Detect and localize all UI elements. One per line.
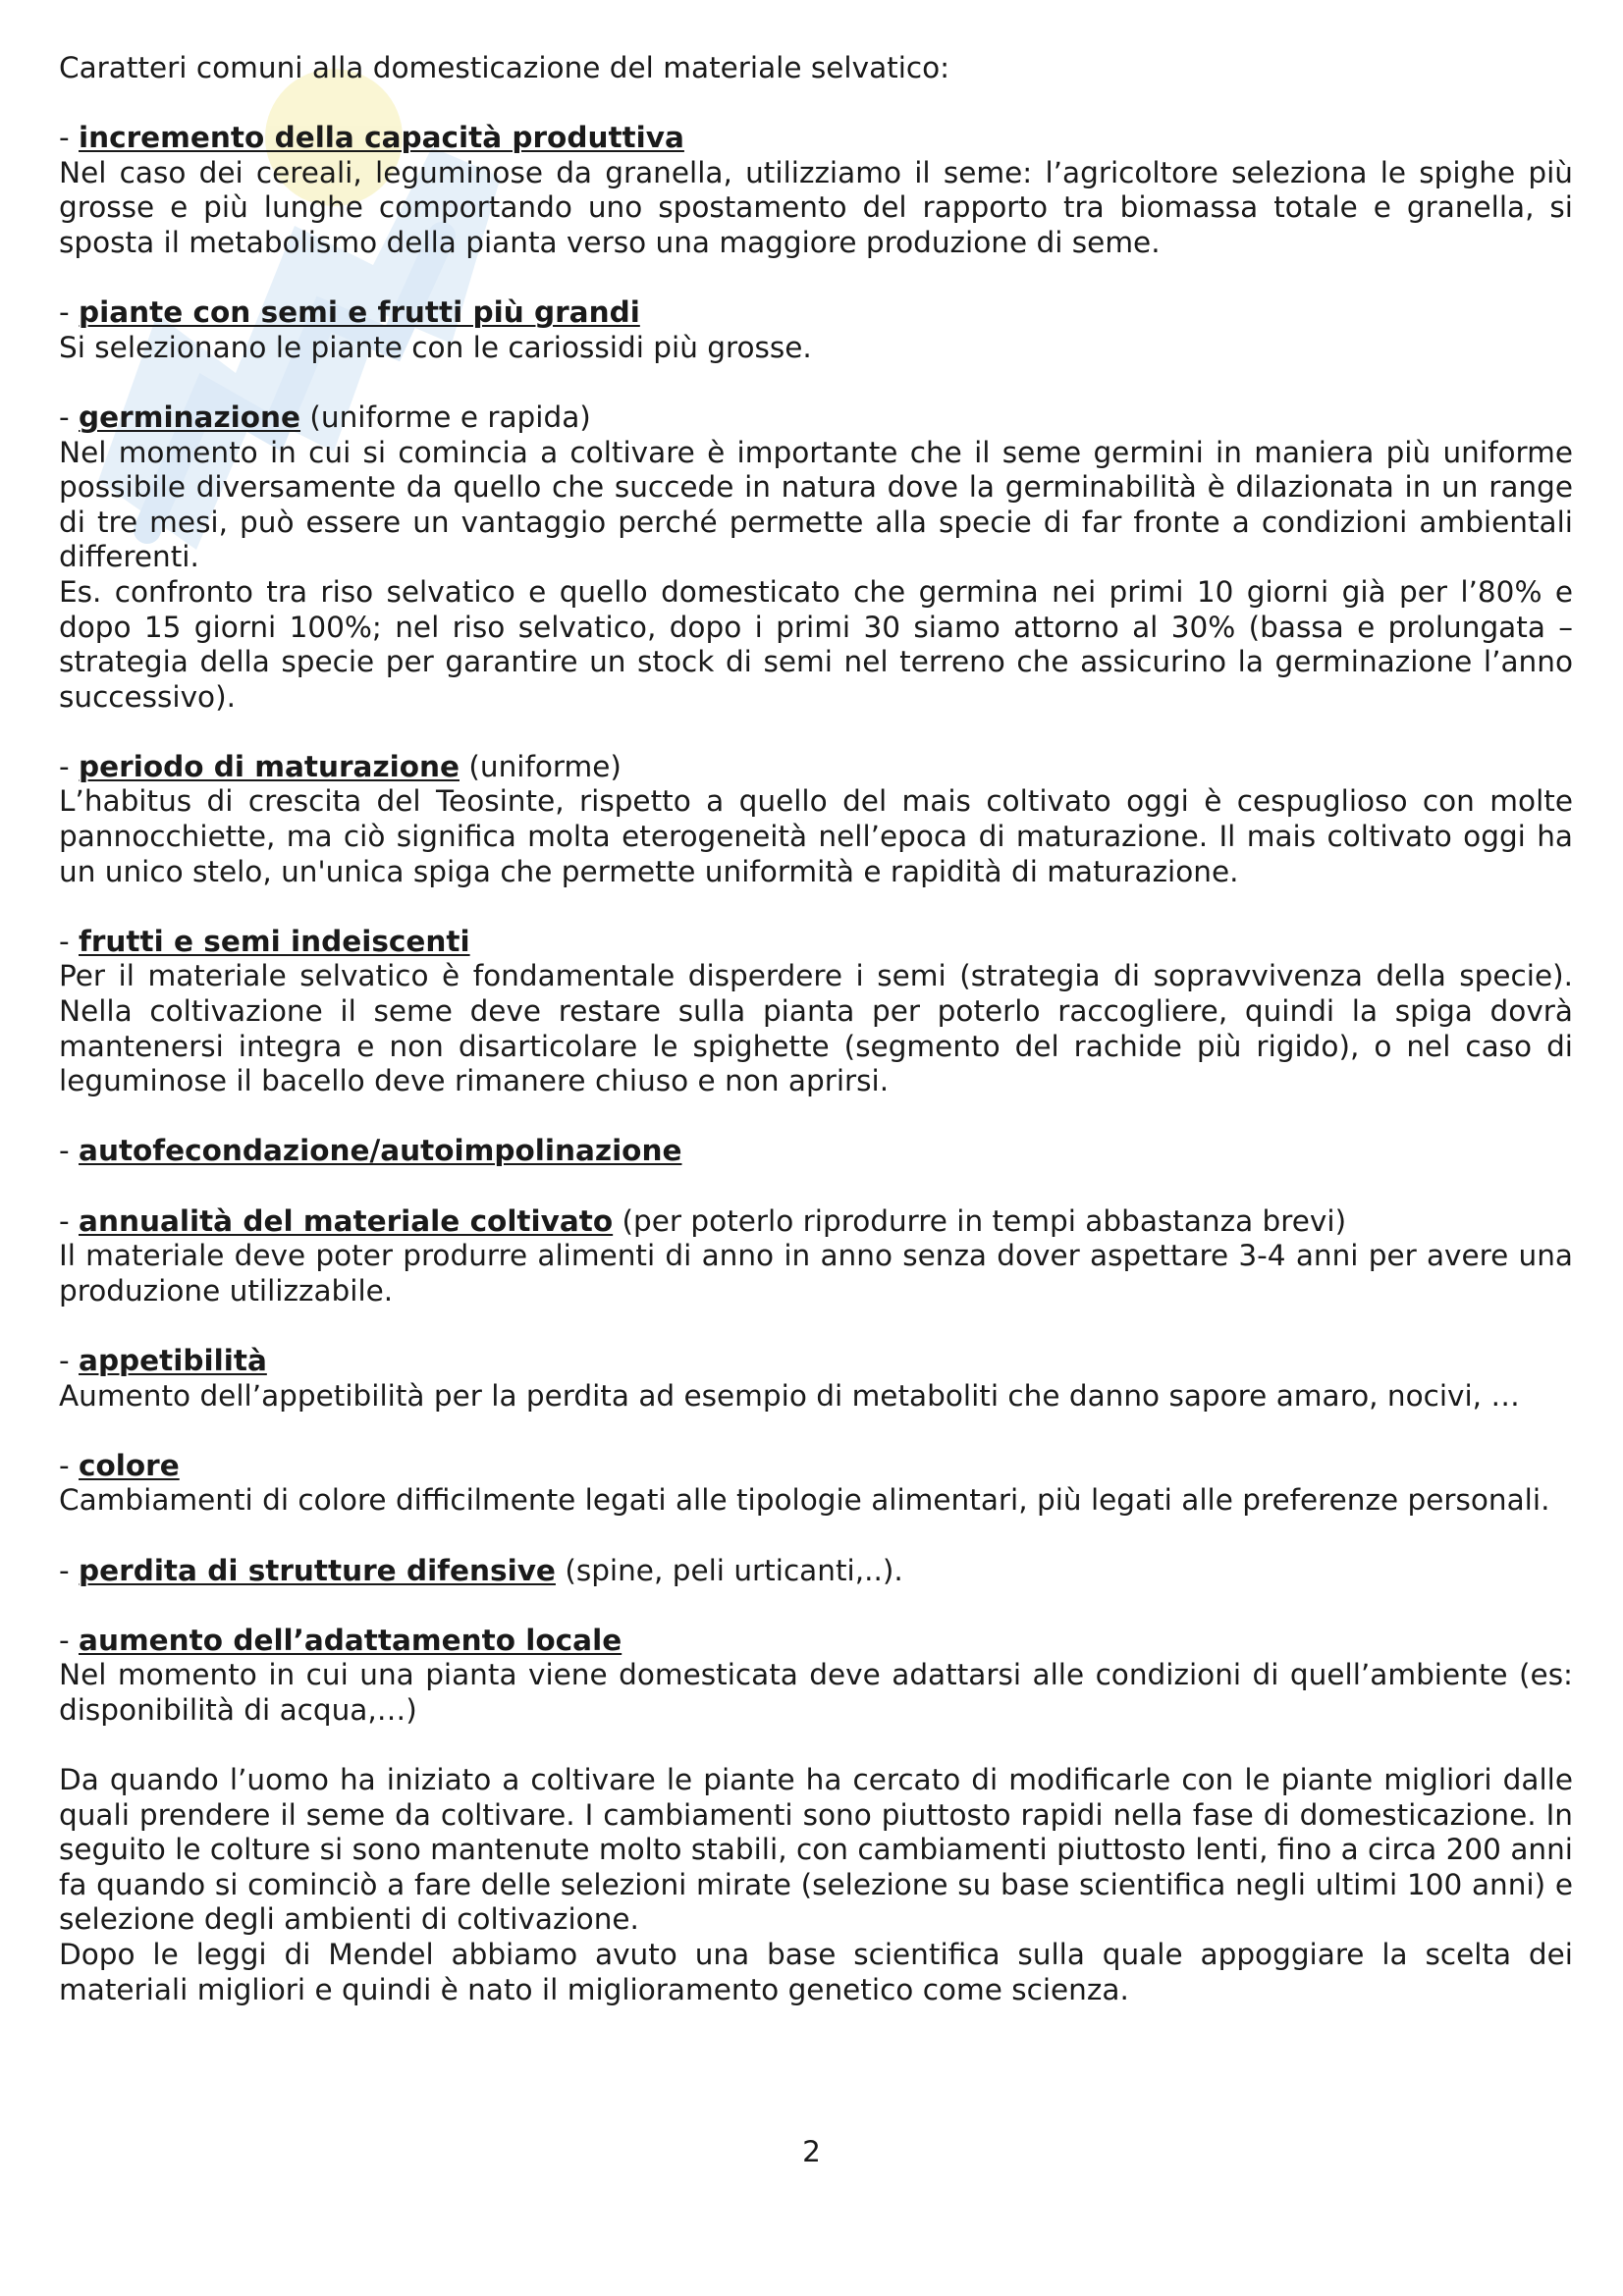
section-title: aumento dell’adattamento locale [79,1623,622,1657]
section-heading [59,295,1573,331]
section-title: annualità del materiale coltivato [79,1203,614,1238]
section-heading [59,1134,1573,1169]
section-note: (spine, peli urticanti,..). [555,1553,903,1587]
section-title: frutti e semi indeiscenti [79,924,470,958]
section-paragraph: Aumento dell’appetibilità per la perdita ad esempio di metaboliti che danno sapore amaro, nocivi, … [59,1378,1520,1413]
section-paragraph: Si selezionano le piante con le cariossidi più grosse. [59,330,812,364]
section-title: periodo di maturazione [79,749,460,783]
bullet-dash: - [59,400,80,434]
section-note: (per poterlo riprodurre in tempi abbastanza brevi) [613,1203,1347,1238]
section-title: colore [79,1448,180,1482]
bullet-dash: - [59,1623,80,1657]
section-paragraph: Nel caso dei cereali, leguminose da granella, utilizziamo il seme: l’agricoltore seleziona le spighe più grosse e più lunghe comportando uno spostamento del rapporto tra biomassa totale e granella, si sposta il metabolismo della pianta verso una maggiore produzione di seme. [59,155,1573,259]
section-title: incremento della capacità produttiva [79,121,684,155]
section-heading [59,750,1573,785]
section-paragraph: Il materiale deve poter produrre alimenti di anno in anno senza dover aspettare 3-4 anni per avere una produzione utilizzabile. [59,1239,1573,1308]
bullet-dash: - [59,749,80,783]
section-paragraph: Cambiamenti di colore difficilmente legati alle tipologie alimentari, più legati alle preferenze personali. [59,1483,1550,1518]
section-heading [59,1344,1573,1379]
section-note: (uniforme e rapida) [300,400,591,434]
section-paragraph: Nel momento in cui si comincia a coltivare è importante che il seme germini in maniera più uniforme possibile diversamente da quello che succede in natura dove la germinabilità è dilazionata in un range di tre mesi, può essere un vantaggio perché permette alla specie di far fronte a condizioni ambientali differenti. [59,435,1573,574]
document-body [59,51,1573,2007]
sections-list [59,121,1573,1763]
bullet-dash: - [59,1134,80,1168]
section-paragraph: Per il materiale selvatico è fondamentale disperdere i semi (strategia di sopravvivenza della specie). Nella coltivazione il seme deve restare sulla pianta per poterlo raccogliere, quindi la spiga dovrà mantenersi integra e non disarticolare le spighette (segmento del rachide più rigido), o nel caso di leguminose il bacello deve rimanere chiuso e non aprirsi. [59,959,1573,1098]
closing-paragraph: Da quando l’uomo ha iniziato a coltivare le piante ha cercato di modificarle con le piante migliori dalle quali prendere il seme da coltivare. I cambiamenti sono piuttosto rapidi nella fase di domesticazione. In seguito le colture si sono mantenute molto stabili, con cambiamenti piuttosto lenti, fino a circa 200 anni fa quando si cominciò a fare delle selezioni mirate (selezione su base scientifica negli ultimi 100 anni) e selezione degli ambienti di coltivazione. [59,1763,1573,1937]
section-heading [59,400,1573,436]
section-title: appetibilità [79,1343,267,1377]
section-note: (uniforme) [460,749,622,783]
section-title: germinazione [79,400,301,434]
bullet-dash: - [59,1448,80,1482]
section-heading [59,1624,1573,1659]
intro-text: Caratteri comuni alla domesticazione del materiale selvatico: [59,51,950,84]
section-title: perdita di strutture difensive [79,1553,556,1587]
section-paragraph: Nel momento in cui una pianta viene domesticata deve adattarsi alle condizioni di quell’ambiente (es: disponibilità di acqua,…) [59,1658,1573,1727]
section-heading [59,925,1573,960]
section-title: autofecondazione/autoimpolinazione [79,1134,682,1168]
closing-text [59,1763,1573,2007]
bullet-dash: - [59,1343,80,1377]
section-paragraph: L’habitus di crescita del Teosinte, rispetto a quello del mais coltivato oggi è cespuglioso con molte pannocchiette, ma ciò significa molta eterogeneità nell’epoca di maturazione. Il mais coltivato oggi ha un unico stelo, un'unica spiga che permette uniformità e rapidità di maturazione. [59,784,1573,888]
section-heading [59,1204,1573,1240]
bullet-dash: - [59,924,80,958]
closing-paragraph: Dopo le leggi di Mendel abbiamo avuto una base scientifica sulla quale appoggiare la scelta dei materiali migliori e quindi è nato il miglioramento genetico come scienza. [59,1938,1573,2006]
bullet-dash: - [59,1203,80,1238]
section-heading [59,1554,1573,1589]
bullet-dash: - [59,1553,80,1587]
page-number: 2 [802,2135,821,2168]
section-title: piante con semi e frutti più grandi [79,295,640,330]
section-paragraph: Es. confronto tra riso selvatico e quello domesticato che germina nei primi 10 giorni già per l’80% e dopo 15 giorni 100%; nel riso selvatico, dopo i primi 30 siamo attorno al 30% (bassa e prolungata – strategia della specie per garantire un stock di semi nel terreno che assicurino la germinazione l’anno successivo). [59,574,1573,714]
section-heading [59,121,1573,156]
bullet-dash: - [59,295,80,330]
section-heading [59,1449,1573,1484]
bullet-dash: - [59,121,80,155]
